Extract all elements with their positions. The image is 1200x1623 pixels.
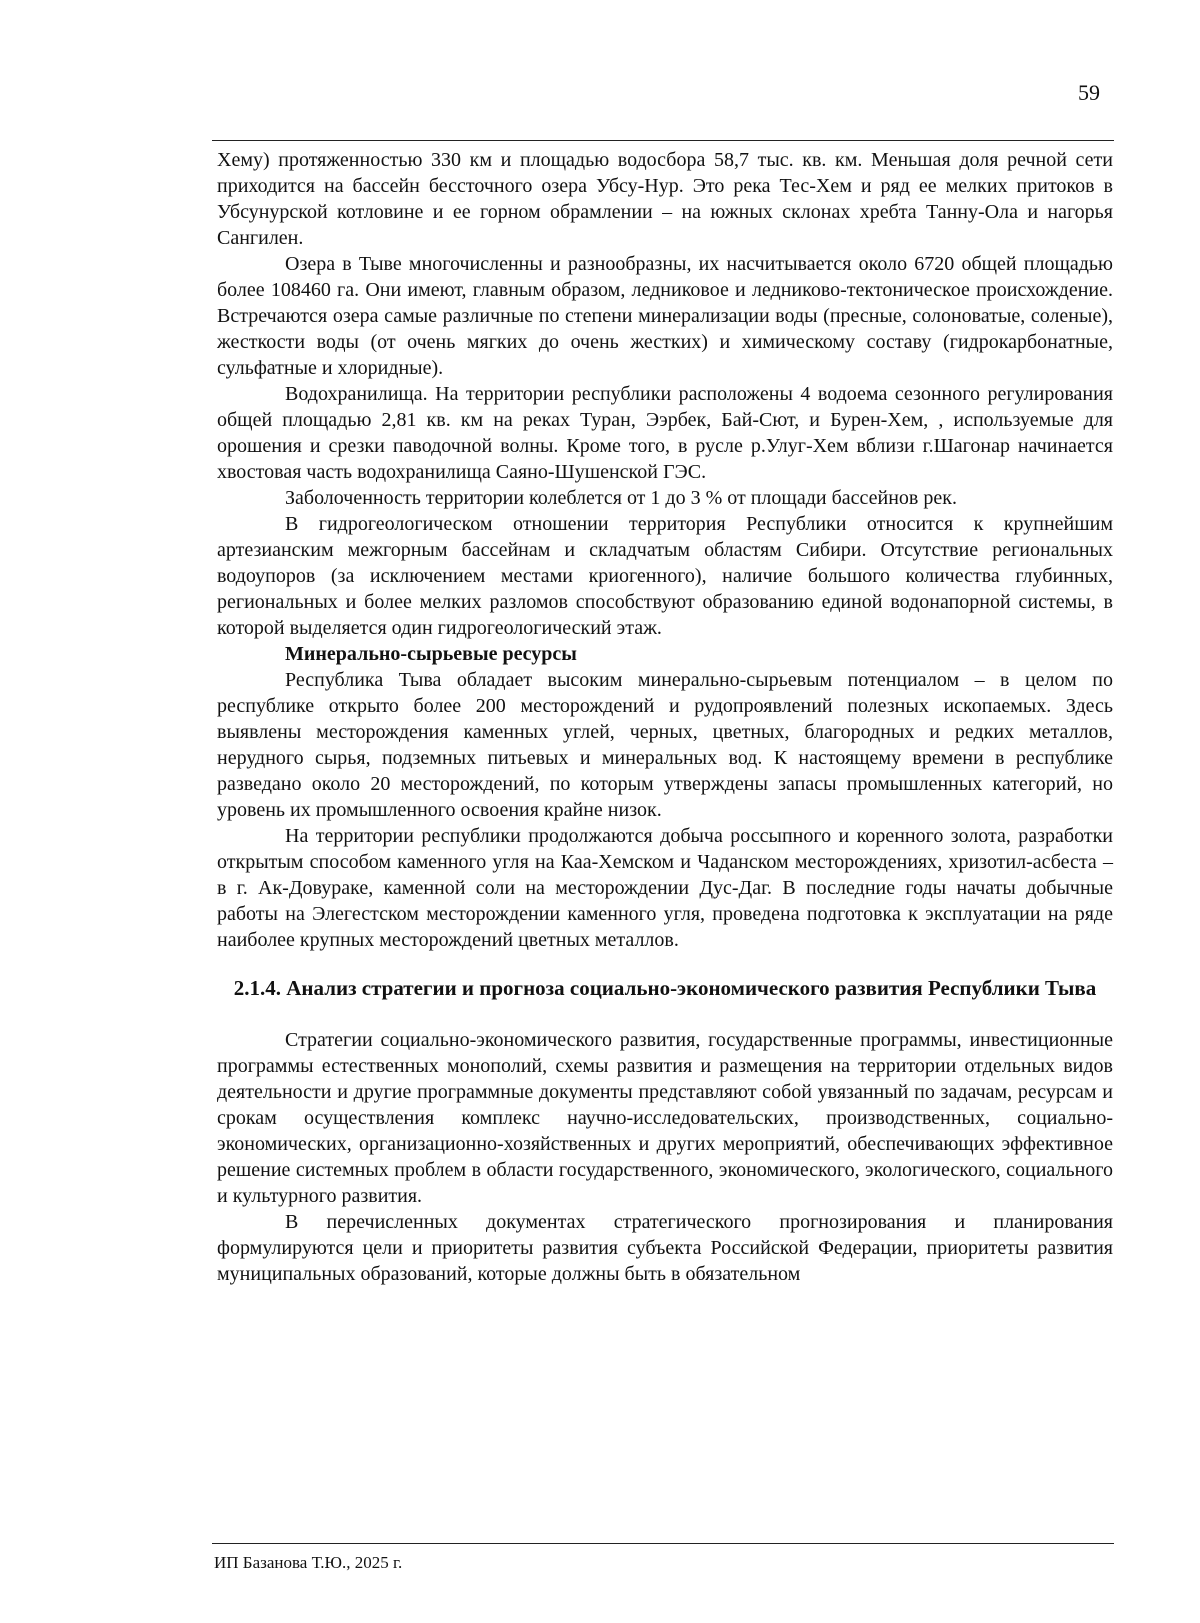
paragraph-strategy-documents: Стратегии социально-экономического развития, государственные программы, инвестиционные программы естественных монополий, схемы развития и размещения на территории отдельных видов деятельности и другие программные документы представляют собой увязанный по задачам, ресурсам и срокам осуществления комплекс научно-исследовательских, производственных, социально-экономических, организационно-хозяйственных и других мероприятий, обеспечивающих эффективное решение системных проблем в области государственного, экономического, экологического, социального и культурного развития.	[217, 1029, 1113, 1207]
paragraph-lakes: Озера в Тыве многочисленны и разнообразны, их насчитывается около 6720 общей площадью более 108460 га. Они имеют, главным образом, ледниковое и ледниково-тектоническое происхождение. Встречаются озера самые различные по степени минерализации воды (пресные, солоноватые, соленые), жесткости воды (от очень мягких до очень жестких) и химическому составу (гидрокарбонатные, сульфатные и хлоридные).	[217, 253, 1113, 379]
page-number: 59	[1078, 80, 1100, 105]
subheading-mineral-resources: Минерально-сырьевые ресурсы	[285, 643, 577, 665]
paragraph-hydrogeology: В гидрогеологическом отношении территория Республики относится к крупнейшим артезианским межгорным бассейнам и складчатым областям Сибири. Отсутствие региональных водоупоров (за исключением местами криогенного), наличие большого количества глубинных, региональных и более мелких разломов способствуют образованию единой водонапорной системы, в которой выделяется один гидрогеологический этаж.	[217, 513, 1113, 639]
paragraph-reservoirs: Водохранилища. На территории республики расположены 4 водоема сезонного регулирования общей площадью 2,81 кв. км на реках Туран, Ээрбек, Бай-Сют, и Бурен-Хем, , используемые для орошения и срезки паводочной волны. Кроме того, в русле р.Улуг-Хем вблизи г.Шагонар начинается хвостовая часть водохранилища Саяно-Шушенской ГЭС.	[217, 383, 1113, 483]
footer-divider	[212, 1543, 1114, 1544]
paragraph-wetlands: Заболоченность территории колеблется от 1 до 3 % от площади бассейнов рек.	[285, 487, 957, 509]
header-divider	[212, 140, 1114, 141]
section-heading-strategy: 2.1.4. Анализ стратегии и прогноза социально-экономического развития Республики Тыва	[233, 976, 1097, 1000]
paragraph-mining-activity: На территории республики продолжаются добыча россыпного и коренного золота, разработки открытым способом каменного угля на Каа-Хемском и Чаданском месторождениях, хризотил-асбеста – в г. Ак-Довураке, каменной соли на месторождении Дус-Даг. В последние годы начаты добычные работы на Элегестском месторождении каменного угля, проведена подготовка к эксплуатации на ряде наиболее крупных месторождений цветных металлов.	[217, 825, 1113, 951]
paragraph-strategy-goals: В перечисленных документах стратегического прогнозирования и планирования формулируются цели и приоритеты развития субъекта Российской Федерации, приоритеты развития муниципальных образований, которые должны быть в обязательном	[217, 1211, 1113, 1285]
paragraph-hydrography-continued: Хему) протяженностью 330 км и площадью водосбора 58,7 тыс. кв. км. Меньшая доля речной сети приходится на бассейн бессточного озера Убсу-Нур. Это река Тес-Хем и ряд ее мелких притоков в Убсунурской котловине и ее горном обрамлении – на южных склонах хребта Танну-Ола и нагорья Сангилен.	[217, 149, 1113, 249]
footer-author: ИП Базанова Т.Ю., 2025 г.	[214, 1553, 403, 1572]
page-body	[217, 147, 1113, 1287]
paragraph-mineral-potential: Республика Тыва обладает высоким минерально-сырьевым потенциалом – в целом по республике открыто более 200 месторождений и рудопроявлений полезных ископаемых. Здесь выявлены месторождения каменных углей, черных, цветных, благородных и редких металлов, нерудного сырья, подземных питьевых и минеральных вод. К настоящему времени в республике разведано около 20 месторождений, по которым утверждены запасы промышленных категорий, но уровень их промышленного освоения крайне низок.	[217, 669, 1113, 821]
